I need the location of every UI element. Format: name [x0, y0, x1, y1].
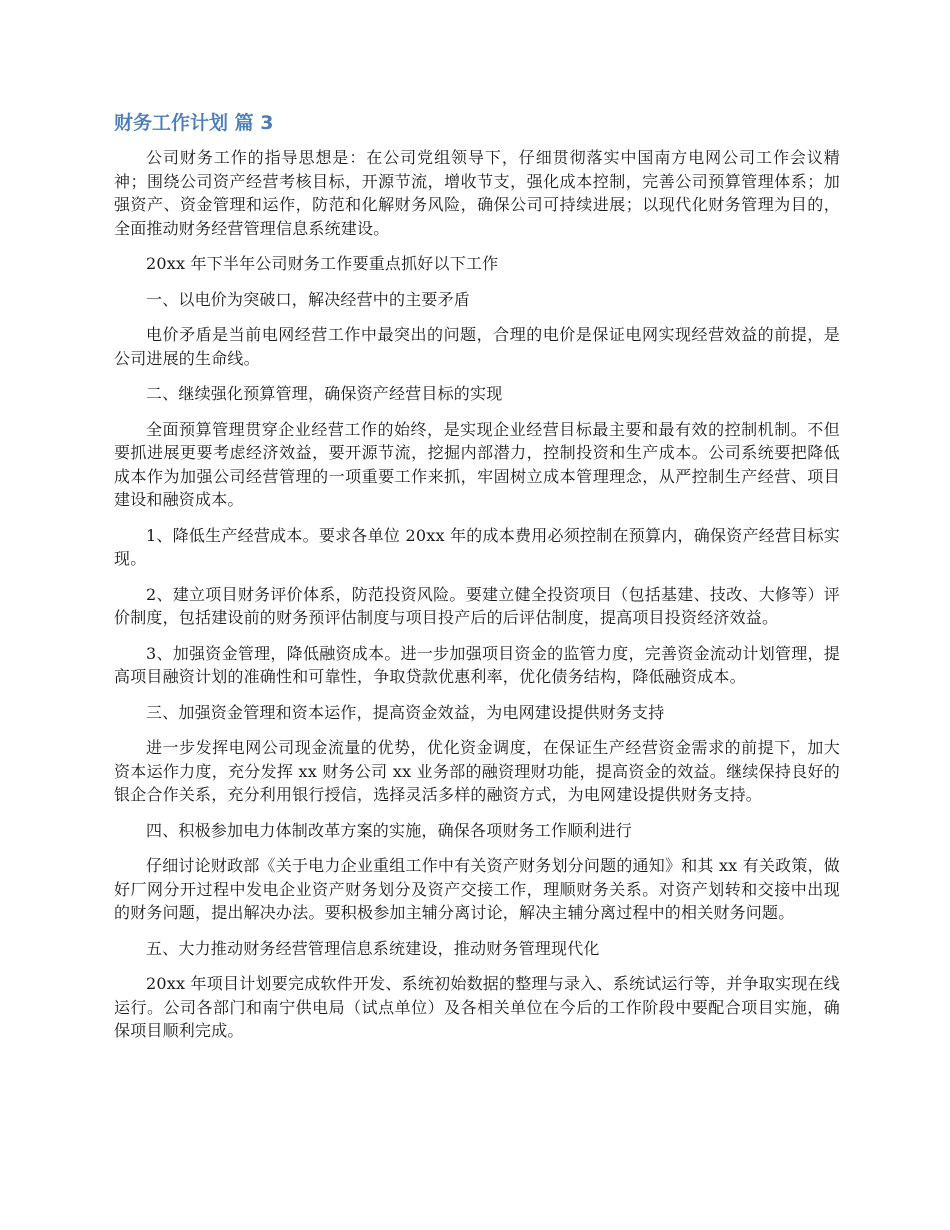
- heading-section-3: 三、加强资金管理和资本运作，提高资金效益，为电网建设提供财务支持: [146, 702, 665, 722]
- paragraph-section-4: 仔细讨论财政部《关于电力企业重组工作中有关资产财务划分问题的通知》和其 xx 有关政策，做好厂网分开过程中发电企业资产财务划分及资产交接工作，理顺财务关系。对资产划转和交接中出现的财务问题，提出解决办法。要积极参加主辅分离讨论，解决主辅分离过程中的相关财务问题。: [114, 856, 840, 922]
- paragraph-section-5: 20xx 年项目计划要完成软件开发、系统初始数据的整理与录入、系统试运行等，并争取实现在线运行。公司各部门和南宁供电局（试点单位）及各相关单位在今后的工作阶段中要配合项目实施，确保项目顺利完成。: [114, 974, 840, 1040]
- heading-section-5: 五、大力推动财务经营管理信息系统建设，推动财务管理现代化: [146, 938, 600, 958]
- paragraph-intro: 20xx 年下半年公司财务工作要重点抓好以下工作: [146, 254, 499, 273]
- heading-section-4: 四、积极参加电力体制改革方案的实施，确保各项财务工作顺利进行: [146, 820, 633, 840]
- paragraph-item-1: 1、降低生产经营成本。要求各单位 20xx 年的成本费用必须控制在预算内，确保资产经营目标实现。: [114, 525, 840, 568]
- paragraph-item-3: 3、加强资金管理，降低融资成本。进一步加强项目资金的监管力度，完善资金流动计划管理，提高项目融资计划的准确性和可靠性，争取贷款优惠利率，优化债务结构，降低融资成本。: [114, 643, 840, 686]
- page-title: 财务工作计划 篇 3: [114, 112, 274, 134]
- paragraph-section-3: 进一步发挥电网公司现金流量的优势，优化资金调度，在保证生产经营资金需求的前提下，加大资本运作力度，充分发挥 xx 财务公司 xx 业务部的融资理财功能，提高资金的效益。继续保持良好的银企合作关系，充分利用银行授信，选择灵活多样的融资方式，为电网建设提供财务支持。: [114, 738, 840, 804]
- heading-section-1: 一、以电价为突破口，解决经营中的主要矛盾: [146, 289, 471, 309]
- paragraph-item-2: 2、建立项目财务评价体系，防范投资风险。要建立健全投资项目（包括基建、技改、大修等）评价制度，包括建设前的财务预评估制度与项目投产后的后评估制度，提高项目投资经济效益。: [114, 584, 840, 627]
- paragraph-guiding-principle: 公司财务工作的指导思想是：在公司党组领导下，仔细贯彻落实中国南方电网公司工作会议精神；围绕公司资产经营考核目标，开源节流，增收节支，强化成本控制，完善公司预算管理体系；加强资产、资金管理和运作，防范和化解财务风险，确保公司可持续进展；以现代化财务管理为目的，全面推动财务经营管理信息系统建设。: [114, 148, 840, 238]
- paragraph-section-1: 电价矛盾是当前电网经营工作中最突出的问题，合理的电价是保证电网实现经营效益的前提，是公司进展的生命线。: [114, 325, 840, 368]
- document-page: [114, 108, 840, 1055]
- paragraph-section-2: 全面预算管理贯穿企业经营工作的始终，是实现企业经营目标最主要和最有效的控制机制。不但要抓进展更要考虑经济效益，要开源节流，挖掘内部潜力，控制投资和生产成本。公司系统要把降低成本作为加强公司经营管理的一项重要工作来抓，牢固树立成本管理理念，从严控制生产经营、项目建设和融资成本。: [114, 419, 840, 509]
- heading-section-2: 二、继续强化预算管理，确保资产经营目标的实现: [146, 384, 503, 403]
